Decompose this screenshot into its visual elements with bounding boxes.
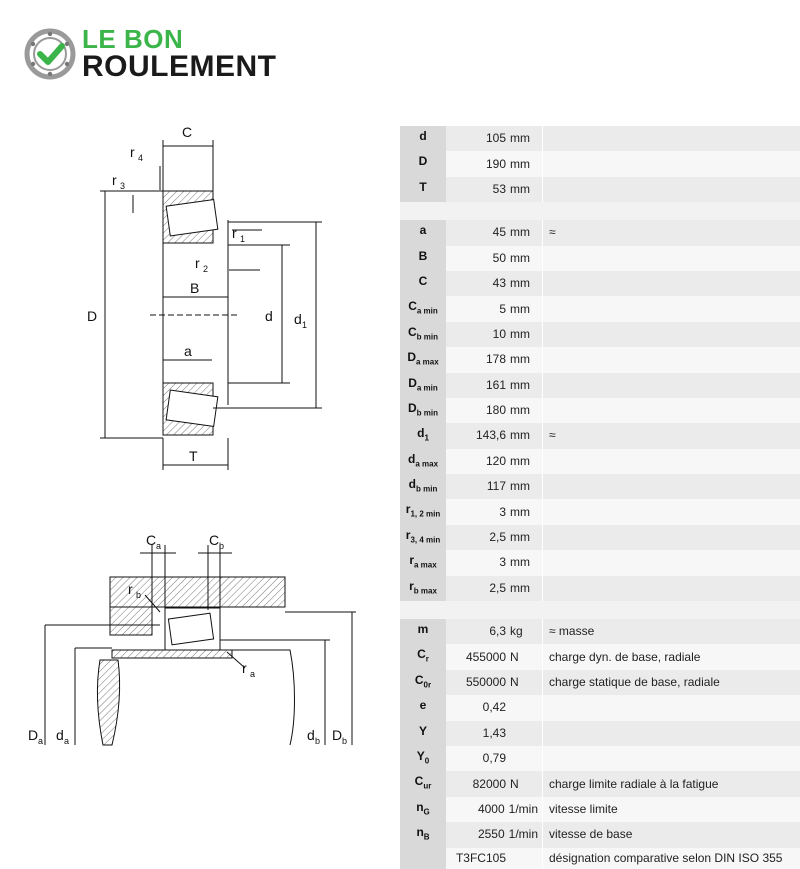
spec-symbol <box>400 398 446 423</box>
spec-symbol <box>400 177 446 202</box>
spec-symbol <box>400 695 446 720</box>
spec-unit: mm <box>506 273 538 294</box>
spec-symbol-subscript: b max <box>414 586 437 595</box>
spec-unit: N <box>506 647 538 668</box>
spec-symbol-subscript: a max <box>416 358 439 367</box>
spec-symbol-letter: D <box>407 350 416 364</box>
table-row <box>400 550 800 575</box>
spec-symbol-letter: d <box>419 129 426 143</box>
brand-logo[interactable] <box>24 24 304 86</box>
spec-symbol-subscript: G <box>424 807 430 816</box>
spec-description <box>543 398 800 423</box>
spec-description: charge limite radiale à la fatigue <box>543 771 800 796</box>
table-row <box>400 848 800 869</box>
shaft-shoulder <box>112 650 232 658</box>
label-r2: r <box>195 255 200 271</box>
spec-symbol-letter: T <box>419 180 426 194</box>
spec-value-cell <box>446 271 543 296</box>
table-row <box>400 771 800 796</box>
spec-description <box>543 721 800 746</box>
spec-symbol-letter: C <box>415 774 424 788</box>
spec-symbol-letter: C <box>415 673 424 687</box>
table-row <box>400 746 800 771</box>
table-row <box>400 822 800 847</box>
spec-symbol-letter: a <box>420 223 427 237</box>
spec-value: 43 <box>493 276 506 290</box>
spec-symbol-letter: C <box>419 274 428 288</box>
spec-unit: kg <box>506 621 538 642</box>
label-r4: r <box>130 144 135 160</box>
label-a: a <box>184 343 192 359</box>
spec-value: 120 <box>486 454 506 468</box>
spec-symbol <box>400 423 446 448</box>
table-row <box>400 151 800 176</box>
label-Da: D <box>28 727 38 743</box>
spec-unit: mm <box>506 400 538 421</box>
spec-unit: mm <box>506 128 538 149</box>
spec-description <box>543 151 800 176</box>
spec-symbol-subscript: b min <box>417 332 438 341</box>
spec-description: charge statique de base, radiale <box>543 670 800 695</box>
table-row <box>400 449 800 474</box>
spec-symbol <box>400 126 446 151</box>
spec-symbol <box>400 322 446 347</box>
spec-symbol-subscript: a min <box>417 307 438 316</box>
label-db-sub: b <box>315 736 320 746</box>
label-rb: r <box>128 581 133 597</box>
spec-value: 2550 <box>478 827 505 841</box>
label-Db: D <box>332 727 342 743</box>
spec-symbol-subscript: r <box>426 655 429 664</box>
housing-shoulder <box>110 607 152 635</box>
bearing-section-view <box>100 140 322 470</box>
shaft-section <box>97 660 119 745</box>
spec-symbol-subscript: b min <box>416 484 437 493</box>
spec-unit: mm <box>506 248 538 269</box>
spec-value: 53 <box>493 182 506 196</box>
spec-symbol-subscript: ur <box>423 782 431 791</box>
spec-symbol-letter: d <box>409 477 416 491</box>
table-row <box>400 619 800 644</box>
spec-value-cell <box>446 373 543 398</box>
spec-description <box>543 296 800 321</box>
label-da-sub: a <box>64 736 69 746</box>
spec-value-cell <box>446 322 543 347</box>
table-row <box>400 797 800 822</box>
table-spacer <box>400 601 800 619</box>
spec-value-cell <box>446 746 543 771</box>
spec-value-cell <box>446 151 543 176</box>
spec-description: ≈ <box>543 220 800 245</box>
label-Cb-sub: b <box>219 541 224 551</box>
spec-symbol <box>400 644 446 669</box>
spec-symbol <box>400 296 446 321</box>
table-spacer <box>400 202 800 220</box>
spec-value-cell <box>446 576 543 601</box>
spec-value: 1,43 <box>483 726 506 740</box>
spec-value-cell <box>446 619 543 644</box>
spec-value-cell <box>446 296 543 321</box>
label-T: T <box>189 448 198 464</box>
spec-value: T3FC105 <box>456 851 506 865</box>
spec-symbol <box>400 670 446 695</box>
label-Da-sub: a <box>38 736 43 746</box>
spec-description <box>543 177 800 202</box>
table-row <box>400 721 800 746</box>
spec-symbol <box>400 220 446 245</box>
spec-value: 3 <box>499 555 506 569</box>
label-d1: d <box>294 311 302 327</box>
roller-top <box>166 200 218 236</box>
spec-value-cell <box>446 398 543 423</box>
spec-symbol-letter: C <box>408 325 417 339</box>
spec-value-cell <box>446 499 543 524</box>
spec-symbol <box>400 822 446 847</box>
spec-symbol-letter: D <box>419 154 428 168</box>
spec-unit: mm <box>506 502 538 523</box>
spec-description: ≈ <box>543 423 800 448</box>
spec-description <box>543 550 800 575</box>
spec-value-cell <box>446 246 543 271</box>
spec-value-cell <box>446 449 543 474</box>
spec-symbol <box>400 246 446 271</box>
table-row <box>400 525 800 550</box>
spec-symbol-letter: D <box>408 401 417 415</box>
spec-symbol <box>400 746 446 771</box>
spec-description <box>543 525 800 550</box>
spec-value-cell <box>446 644 543 669</box>
table-row <box>400 296 800 321</box>
spec-symbol-letter: r <box>409 579 414 593</box>
label-d: d <box>265 308 273 324</box>
label-r3-sub: 3 <box>120 181 125 191</box>
table-row <box>400 322 800 347</box>
spec-value: 550000 <box>466 675 506 689</box>
table-row <box>400 423 800 448</box>
spec-value: 0,79 <box>483 751 506 765</box>
brand-name-line2: ROULEMENT <box>82 50 277 84</box>
spec-value: 0,42 <box>483 700 506 714</box>
spec-unit: mm <box>506 578 538 599</box>
spec-value-cell <box>446 423 543 448</box>
spec-value: 2,5 <box>489 581 506 595</box>
spec-symbol-subscript: 0r <box>424 680 432 689</box>
spec-symbol <box>400 271 446 296</box>
spec-symbol-letter: d <box>408 452 415 466</box>
spec-symbol-subscript: B <box>424 833 430 842</box>
spec-symbol-subscript: a min <box>417 383 438 392</box>
spec-value: 4000 <box>478 802 505 816</box>
spec-unit: mm <box>506 324 538 345</box>
table-row <box>400 246 800 271</box>
roller-bottom <box>166 390 218 426</box>
spec-description <box>543 373 800 398</box>
spec-symbol-subscript: 1, 2 min <box>410 510 440 519</box>
spec-value-cell <box>446 771 543 796</box>
label-da: d <box>56 727 64 743</box>
label-C: C <box>182 124 192 140</box>
label-Ca: C <box>146 532 156 548</box>
spec-symbol <box>400 771 446 796</box>
spec-description <box>543 474 800 499</box>
spec-description <box>543 271 800 296</box>
spec-unit: N <box>506 774 538 795</box>
spec-value: 105 <box>486 131 506 145</box>
spec-symbol-letter: Y <box>417 749 425 763</box>
spec-value: 190 <box>486 157 506 171</box>
spec-value-cell <box>446 670 543 695</box>
spec-value: 143,6 <box>476 428 506 442</box>
table-row <box>400 347 800 372</box>
spec-symbol <box>400 619 446 644</box>
table-row <box>400 126 800 151</box>
spec-value-cell <box>446 347 543 372</box>
spec-symbol-subscript: b min <box>417 408 438 417</box>
spec-description <box>543 126 800 151</box>
spec-description: ≈ masse <box>543 619 800 644</box>
spec-value: 117 <box>487 479 506 493</box>
spec-value: 50 <box>493 251 506 265</box>
spec-symbol <box>400 151 446 176</box>
table-row <box>400 499 800 524</box>
spec-symbol-subscript: 0 <box>425 756 429 765</box>
spec-description <box>543 746 800 771</box>
table-row <box>400 398 800 423</box>
spec-unit: mm <box>506 425 538 446</box>
spec-symbol-subscript: 3, 4 min <box>410 535 440 544</box>
spec-unit: mm <box>506 451 538 472</box>
spec-value-cell <box>446 474 543 499</box>
table-row <box>400 373 800 398</box>
spec-symbol-subscript: a max <box>415 459 438 468</box>
label-r1-sub: 1 <box>240 234 245 244</box>
specifications-table <box>400 126 800 869</box>
spec-value: 5 <box>499 302 506 316</box>
spec-symbol <box>400 347 446 372</box>
spec-unit: mm <box>506 552 538 573</box>
spec-value: 178 <box>486 352 506 366</box>
spec-unit: mm <box>506 222 538 243</box>
table-row <box>400 177 800 202</box>
label-ra: r <box>242 660 247 676</box>
spec-symbol-letter: C <box>417 647 426 661</box>
spec-symbol-letter: B <box>419 249 428 263</box>
spec-symbol-letter: n <box>416 825 423 839</box>
spec-symbol-letter: D <box>408 376 417 390</box>
spec-value: 82000 <box>473 777 506 791</box>
spec-value-cell <box>446 721 543 746</box>
bearing-technical-drawing <box>0 110 400 770</box>
label-db: d <box>307 727 315 743</box>
spec-symbol <box>400 525 446 550</box>
spec-description <box>543 499 800 524</box>
spec-description <box>543 449 800 474</box>
spec-symbol-letter: Y <box>419 724 427 738</box>
spec-symbol <box>400 449 446 474</box>
spec-symbol <box>400 576 446 601</box>
spec-value-cell <box>446 822 543 847</box>
spec-value: 10 <box>493 327 506 341</box>
bearing-check-icon <box>24 28 76 80</box>
spec-symbol <box>400 373 446 398</box>
label-B: B <box>190 280 199 296</box>
spec-symbol-letter: r <box>406 528 411 542</box>
spec-value: 45 <box>493 225 506 239</box>
spec-symbol-letter: n <box>416 800 423 814</box>
table-row <box>400 644 800 669</box>
spec-description: vitesse de base <box>543 822 800 847</box>
spec-symbol <box>400 474 446 499</box>
spec-symbol-letter: r <box>406 502 411 516</box>
label-d1-sub: 1 <box>302 320 307 330</box>
spec-value: 2,5 <box>489 530 506 544</box>
spec-unit: mm <box>506 154 538 175</box>
label-r3: r <box>112 172 117 188</box>
spec-symbol <box>400 499 446 524</box>
spec-value-cell <box>446 848 543 869</box>
spec-value: 161 <box>486 378 506 392</box>
spec-value-cell <box>446 525 543 550</box>
spec-value-cell <box>446 550 543 575</box>
label-r4-sub: 4 <box>138 153 143 163</box>
spec-symbol-letter: e <box>420 698 427 712</box>
spec-symbol-letter: d <box>417 426 424 440</box>
spec-symbol <box>400 721 446 746</box>
spec-value-cell <box>446 797 543 822</box>
table-row <box>400 695 800 720</box>
spec-unit: mm <box>506 527 538 548</box>
table-row <box>400 220 800 245</box>
spec-value-cell <box>446 126 543 151</box>
spec-description: désignation comparative selon DIN ISO 355 <box>543 848 800 869</box>
spec-symbol <box>400 848 446 869</box>
brand-name-line1: LE BON <box>82 24 183 55</box>
spec-symbol-letter: C <box>408 299 417 313</box>
spec-value-cell <box>446 695 543 720</box>
table-row <box>400 670 800 695</box>
label-rb-sub: b <box>136 590 141 600</box>
spec-unit: 1/min <box>505 799 538 820</box>
label-D: D <box>87 308 97 324</box>
spec-symbol-letter: r <box>409 553 414 567</box>
spec-value: 455000 <box>466 650 506 664</box>
spec-symbol <box>400 550 446 575</box>
spec-value-cell <box>446 220 543 245</box>
spec-unit: mm <box>506 179 538 200</box>
spec-value: 6,3 <box>489 624 506 638</box>
spec-unit: 1/min <box>505 824 538 845</box>
spec-unit: mm <box>506 299 538 320</box>
spec-symbol <box>400 797 446 822</box>
table-row <box>400 576 800 601</box>
spec-unit: mm <box>506 476 538 497</box>
label-Cb: C <box>209 532 219 548</box>
table-row <box>400 474 800 499</box>
label-r2-sub: 2 <box>203 264 208 274</box>
spec-symbol-letter: m <box>418 622 429 636</box>
spec-description <box>543 576 800 601</box>
label-ra-sub: a <box>250 669 255 679</box>
spec-description <box>543 246 800 271</box>
mounting-section-view <box>45 545 356 745</box>
spec-description: charge dyn. de base, radiale <box>543 644 800 669</box>
label-Ca-sub: a <box>156 541 161 551</box>
spec-value-cell <box>446 177 543 202</box>
label-r1: r <box>232 225 237 241</box>
spec-unit: mm <box>506 349 538 370</box>
spec-value: 180 <box>486 403 506 417</box>
spec-description <box>543 347 800 372</box>
spec-description <box>543 322 800 347</box>
spec-description <box>543 695 800 720</box>
spec-unit: mm <box>506 375 538 396</box>
table-row <box>400 271 800 296</box>
spec-value: 3 <box>499 505 506 519</box>
spec-description: vitesse limite <box>543 797 800 822</box>
spec-unit: N <box>506 672 538 693</box>
spec-symbol-subscript: a max <box>414 561 437 570</box>
label-Db-sub: b <box>342 736 347 746</box>
spec-symbol-subscript: 1 <box>424 434 428 443</box>
